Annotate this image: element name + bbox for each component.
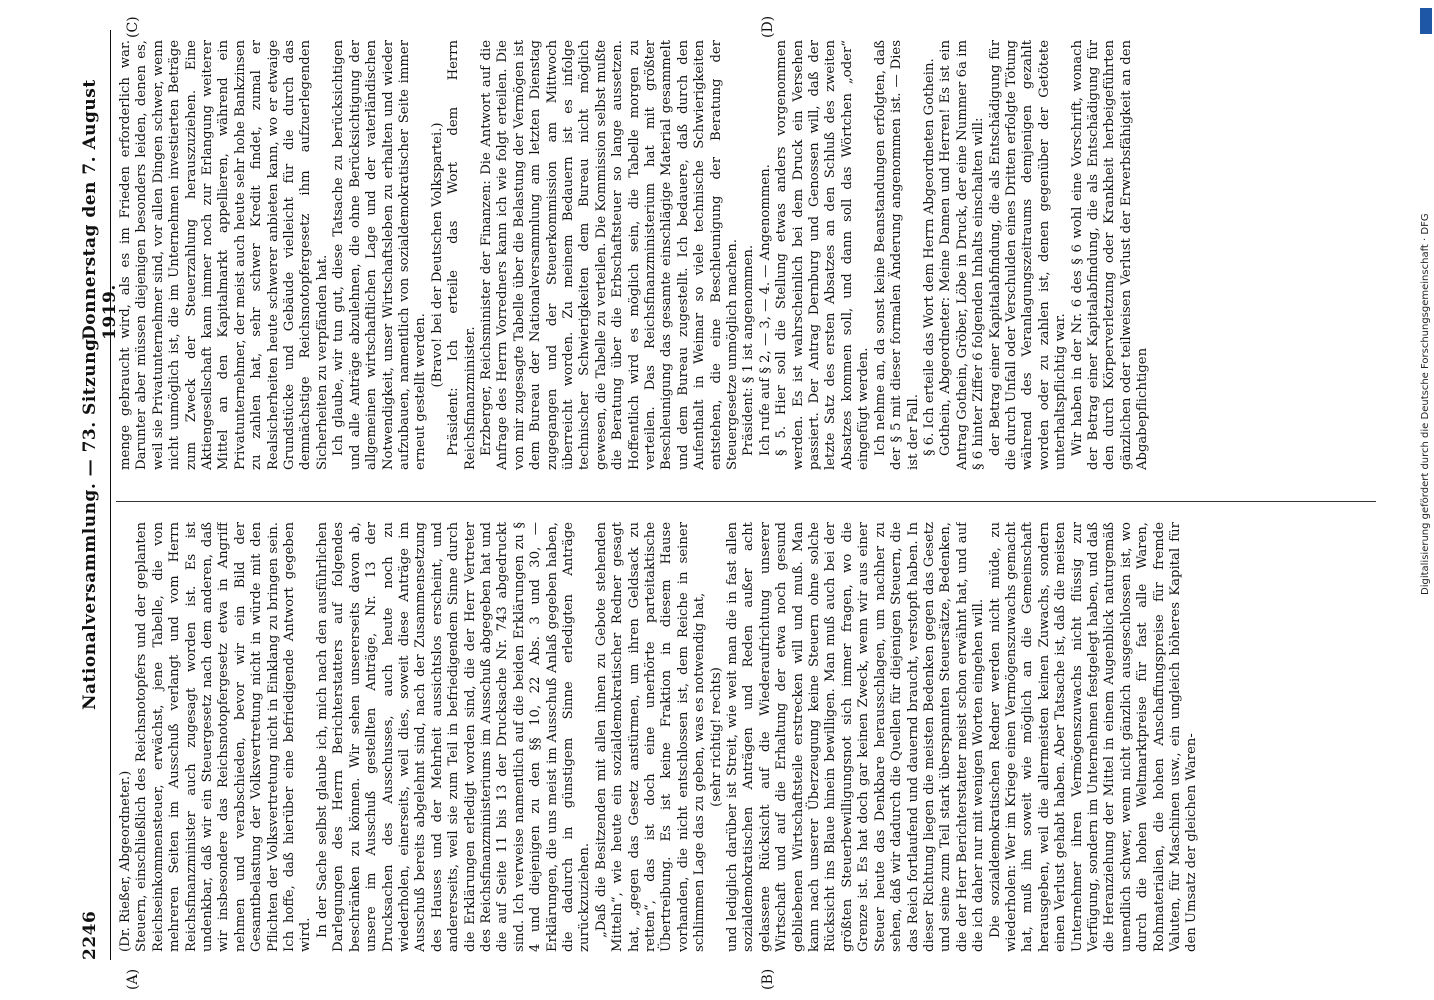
- paragraph: Steuern, einschließlich des Reichsnotopfers und der geplanten Reichseinkommensteuer, erwächst, jene Tabelle, die von mehreren Seiten im Ausschuß verlangt und vom Herrn Reichsfinanzminister auch zugesagt worden ist. Es ist undenkbar, daß wir ein Steuergesetz nach dem anderen, daß wir insbesondere das Reichsnotopfergesetz etwa in Angriff nehmen und verabschieden, bevor wir ein Bild der Gesamtbelastung der Volksvertretung nicht in würde mit den Pflichten der Volksvertretung nicht in Einklang zu bringen sein. Ich hoffe, daß hierüber eine befriedigende Antwort gegeben wird.: [134, 522, 314, 952]
- paragraph: § 6. Ich erteile das Wort dem Herrn Abgeordneten Gothein.: [921, 58, 937, 456]
- paragraph: Ich nehme an, da sonst keine Beanstandungen erfolgten, daß der § 5 mit dieser formalen Änderung angenommen ist. — Dies ist der Fall.: [872, 40, 921, 470]
- running-title: Nationalversammlung. — 73. Sitzung.: [80, 332, 100, 710]
- applause: (Bravo! bei der Deutschen Volkspartei.): [429, 122, 445, 388]
- page-header: [80, 30, 120, 960]
- column-divider: [116, 501, 1376, 502]
- paragraph: Wir haben in der Nr. 6 des § 6 wohl eine Vorschrift, wonach der Betrag einer Kapitalabfindung, die als Entschädigung für den durch Körperverletzung oder Krankheit herbeigeführten gänzlichen oder teilweisen Verlust der Erwerbsfähigkeit an den Abgabepflichtigen: [1069, 40, 1151, 470]
- paragraph: § 5. Hier soll die Stellung etwas anders vorgenommen werden. Es ist wahrscheinlich bei dem Druck ein Versehen passiert. Der Antrag Dernburg und Genossen will, daß der letzte Satz des ersten Absatzes an den Schluß des zweiten Absatzes kommen soll, und dann soll das Wörtchen „oder“ eingefügt werden.: [774, 40, 872, 470]
- header-rule: [110, 30, 111, 960]
- speaker-continuation: (Dr. Rießer, Abgeordneter.): [118, 770, 133, 952]
- session-date: Donnerstag den 7. August 1919.: [80, 79, 120, 340]
- paragraph: Die sozialdemokratischen Redner werden nicht müde, zu wiederholen: Wer im Kriege einen Vermögenszuwachs gemacht hat, muß ihn soweit wie möglich an die Gemeinschaft herausgeben, weil die allermeisten keinen Zuwachs, sondern einen Verlust gehabt haben. Aber Tatsache ist, daß die meisten Unternehmer ihren Vermögenszuwachs nicht flüssig zur Verfügung, sondern im Unternehmen festgelegt haben, und daß die Heranziehung der Mittel in einem Augenblick naturgemäß unendlich schwer, wenn nicht gänzlich ausgeschlossen ist, wo durch die hohen Weltmarktpreise für fast alle Waren, Rohmaterialien, die hohen Anschaffungspreise für fremde Valuten, für Maschinen usw., ein ungleich höheres Kapital für den Umsatz der gleichen Waren-: [987, 522, 1200, 952]
- margin-mark-d: (D): [760, 15, 776, 38]
- paragraph: In der Sache selbst glaube ich, mich nach den ausführlichen Darlegungen des Herrn Berichterstatters auf folgendes beschränken zu können. Wir sehen unsererseits davon ab, unsere im Ausschuß gestellten Anträge, Nr. 13 der Drucksachen des Ausschusses, auch heute noch zu wiederholen, einerseits, weil dies, soweit diese Anträge im Ausschuß bereits abgelehnt sind, nach der Zusammensetzung des Hauses und der Mehrheit aussichtslos erscheint, und andererseits, weil sie zum Teil in befriedigendem Sinne durch die Erklärungen erledigt worden sind, die der Herr Vertreter des Reichsfinanzministeriums im Ausschuß abgegeben hat und die auf Seite 11 bis 13 der Drucksache Nr. 743 abgedruckt sind. Ich verweise namentlich auf die beiden Erklärungen zu § 4 und diejenigen zu den §§ 10, 22 Abs. 3 und 30, — Erklärungen, die uns meist im Ausschuß Anlaß gegeben haben, die dadurch in günstigem Sinne erledigten Anträge zurückzuziehen.: [314, 522, 593, 952]
- paragraph: „Daß die Besitzenden mit allen ihnen zu Gebote stehenden Mitteln“, wie heute ein sozialdemokratischer Redner gesagt hat, „gegen das Gesetz anstürmen, um ihren Geldsack zu retten“, das ist doch eine unerhörte parteitaktische Übertreibung. Es ist keine Fraktion in diesem Hause vorhanden, die nicht entschlossen ist, dem Reiche in seiner schlimmen Lage das zu geben, was es notwendig hat,: [593, 522, 708, 952]
- margin-mark-a: (A): [125, 968, 141, 990]
- paragraph: Erzberger, Reichsminister der Finanzen: Die Antwort auf die Anfrage des Herrn Vorredners kann ich wie folgt erteilen. Die von mir zugesagte Tabelle über die Belastung der Vermögen ist dem Bureau der Nationalversammlung am letzten Dienstag zugegangen und der Steuerkommission am Mittwoch überreicht worden. Zu meinem Bedauern ist es infolge technischer Schwierigkeiten dem Bureau nicht möglich gewesen, die Tabelle zu verteilen. Die Kommission selbst mußte die Beratung über die Erbschaftsteuer so lange aussetzen. Hoffentlich wird es möglich sein, die Tabelle morgen zu verteilen. Das Reichsfinanzministerium hat mit größter Beschleunigung das gesamte einschlägige Material gesammelt und dem Bureau zugestellt. Ich bedauere, daß durch den Aufenthalt in Weimar so viele technische Schwierigkeiten entstehen, die eine Beschleunigung der Beratung der Steuergesetze unmöglich machen.: [478, 40, 741, 470]
- digitization-credit: [1418, 10, 1434, 990]
- interjection: (sehr richtig! rechts): [708, 667, 724, 807]
- paragraph: Gothein, Abgeordneter: Meine Damen und Herren! Es ist ein Antrag Gothein, Gröber, Löbe in Druck, der eine Nummer 6a im § 6 hinter Ziffer 6 folgenden Inhalts einschalten will:: [938, 40, 987, 470]
- margin-mark-b: (B): [760, 968, 776, 990]
- right-column: [118, 40, 1378, 470]
- page-number: 2246: [80, 910, 100, 960]
- paragraph: und lediglich darüber ist Streit, wie weit man die in fast allen sozialdemokratischen Anträgen und Reden außer acht gelassene Rücksicht auf die Wiederaufrichtung unserer Wirtschaft und auf die Erhaltung der etwa noch gesund gebliebenen Wirtschaftsteile erstrecken will und muß. Man kann nach unserer Überzeugung keine Steuern ohne solche Rücksicht ins Blaue hinein bewilligen. Man muß auch bei der größten Steuerbewilligungsnot sich immer fragen, wo die Grenze ist. Es hat doch gar keinen Zweck, wenn wir aus einer Steuer heute das Denkbare herausschlagen, um nachher zu sehen, daß wir dadurch die Quellen für diejenigen Steuern, die das Reich fortlaufend und dauernd braucht, verstopft haben. In dieser Richtung liegen die meisten Bedenken gegen das Gesetz und seine zum Teil stark überspannten Steuersätze, Bedenken, die der Herr Berichterstatter meist schon erwähnt hat, und auf die ich daher nur mit wenigen Worten eingehen will.: [725, 522, 987, 952]
- credit-text: Digitalisierung gefördert durch die Deutsche Forschungsgemeinschaft · DFG: [1420, 213, 1431, 595]
- quoted-motion: der Betrag einer Kapitalabfindung, die als Entschädigung für die durch Unfall oder Verschulden eines Dritten erfolgte Tötung während des Veranlagungszeitraums demjenigen gezahlt worden oder zu zahlen ist, denen gegenüber der Getötete unterhaltspflichtig war.: [987, 40, 1069, 470]
- margin-mark-c: (C): [125, 16, 141, 38]
- paragraph: menge gebraucht wird, als es im Frieden erforderlich war. Darunter aber müssen diejenigen besonders leiden, denen es, weil sie Privatunternehmer sind, vor allen Dingen schwer, wenn nicht unmöglich ist, die im Unternehmen investierten Beträge zum Zweck der Steuerzahlung herauszuziehen. Eine Aktiengesellschaft kann immer noch zur Erlangung weiterer Mittel an den Kapitalmarkt appellieren, während ein Privatunternehmer, der meist auch heute sehr hohe Bankzinsen zu zahlen hat, sehr schwer Kredit findet, zumal er Realsicherheiten heute schwerer anbieten kann, wo er etwaige Grundstücke und Gebäude vielleicht für die durch das demnächstige Reichsnotopfergesetz ihm aufzuerlegenden Sicherheiten zu verpfänden hat.: [118, 40, 330, 470]
- president-remark: Präsident: Ich erteile das Wort dem Herrn Reichsfinanzminister.: [446, 40, 478, 470]
- president-remark: Präsident: § 1 ist angenommen.: [741, 244, 757, 456]
- paragraph: Ich glaube, wir tun gut, diese Tatsache zu berücksichtigen und alle Anträge abzulehnen, die ohne Berücksichtigung der allgemeinen wirtschaftlichen Lage und der vaterländischen Notwendigkeit, unser Wirtschaftsleben zu erhalten und wieder aufzubauen, namentlich von sozialdemokratischer Seite immer erneut gestellt werden.: [331, 40, 429, 470]
- left-column: [118, 522, 1378, 952]
- paragraph: Ich rufe auf § 2, — 3, — 4. — Angenommen.: [757, 164, 773, 456]
